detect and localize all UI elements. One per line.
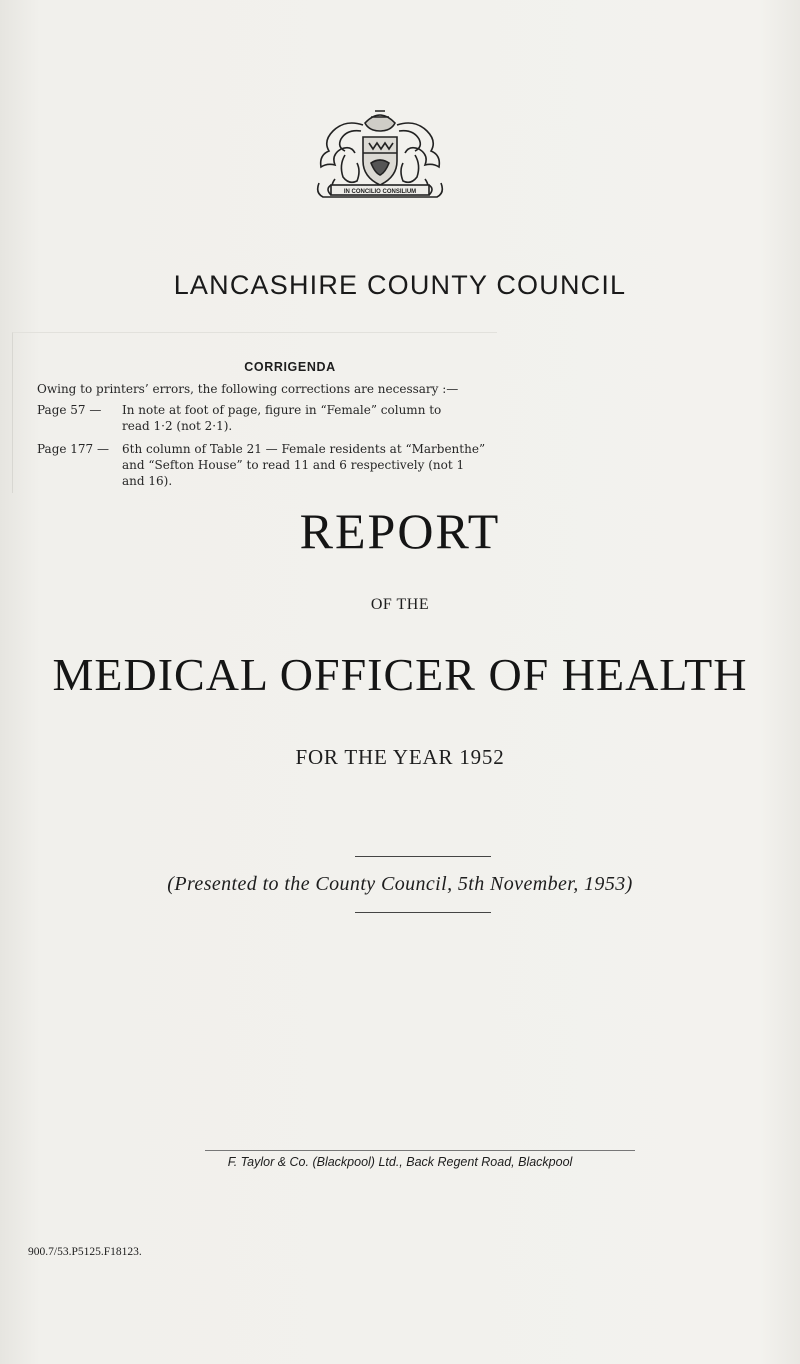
divider-bottom [355,912,491,913]
print-code: 900.7/53.P5125.F18123. [28,1246,142,1258]
crest-motto: IN CONCILIO CONSILIUM [343,189,417,195]
printer-imprint: F. Taylor & Co. (Blackpool) Ltd., Back Regent Road, Blackpool [227,1155,573,1169]
corrigenda-entry-line: read 1·2 (not 2·1). [122,419,233,433]
printer-rule [205,1150,635,1151]
of-the-line: OF THE [370,596,430,613]
corrigenda-entry-line: In note at foot of page, figure in “Female” column to [122,403,442,417]
corrigenda-entry-line: 6th column of Table 21 — Female residents at “Marbenthe” [122,442,486,456]
divider-top [355,856,491,857]
corrigenda-entry-label: Page 177 — [37,442,110,456]
year-line: FOR THE YEAR 1952 [295,745,505,769]
corrigenda-entry-line: and “Sefton House” to read 11 and 6 respectively (not 1 [122,458,465,472]
presented-line: (Presented to the County Council, 5th November, 1953) [167,873,633,895]
corrigenda-entry-line: and 16). [122,474,173,488]
corrigenda-intro: Owing to printers’ errors, the following corrections are necessary :— [37,382,459,396]
report-title: REPORT [299,503,501,559]
corrigenda-entry-label: Page 57 — [37,403,102,417]
county-crest [305,105,455,205]
corrigenda-heading: CORRIGENDA [244,360,336,374]
crest-icon [305,105,455,205]
council-title: LANCASHIRE COUNTY COUNCIL [173,270,627,300]
office-title: MEDICAL OFFICER OF HEALTH [52,649,748,700]
